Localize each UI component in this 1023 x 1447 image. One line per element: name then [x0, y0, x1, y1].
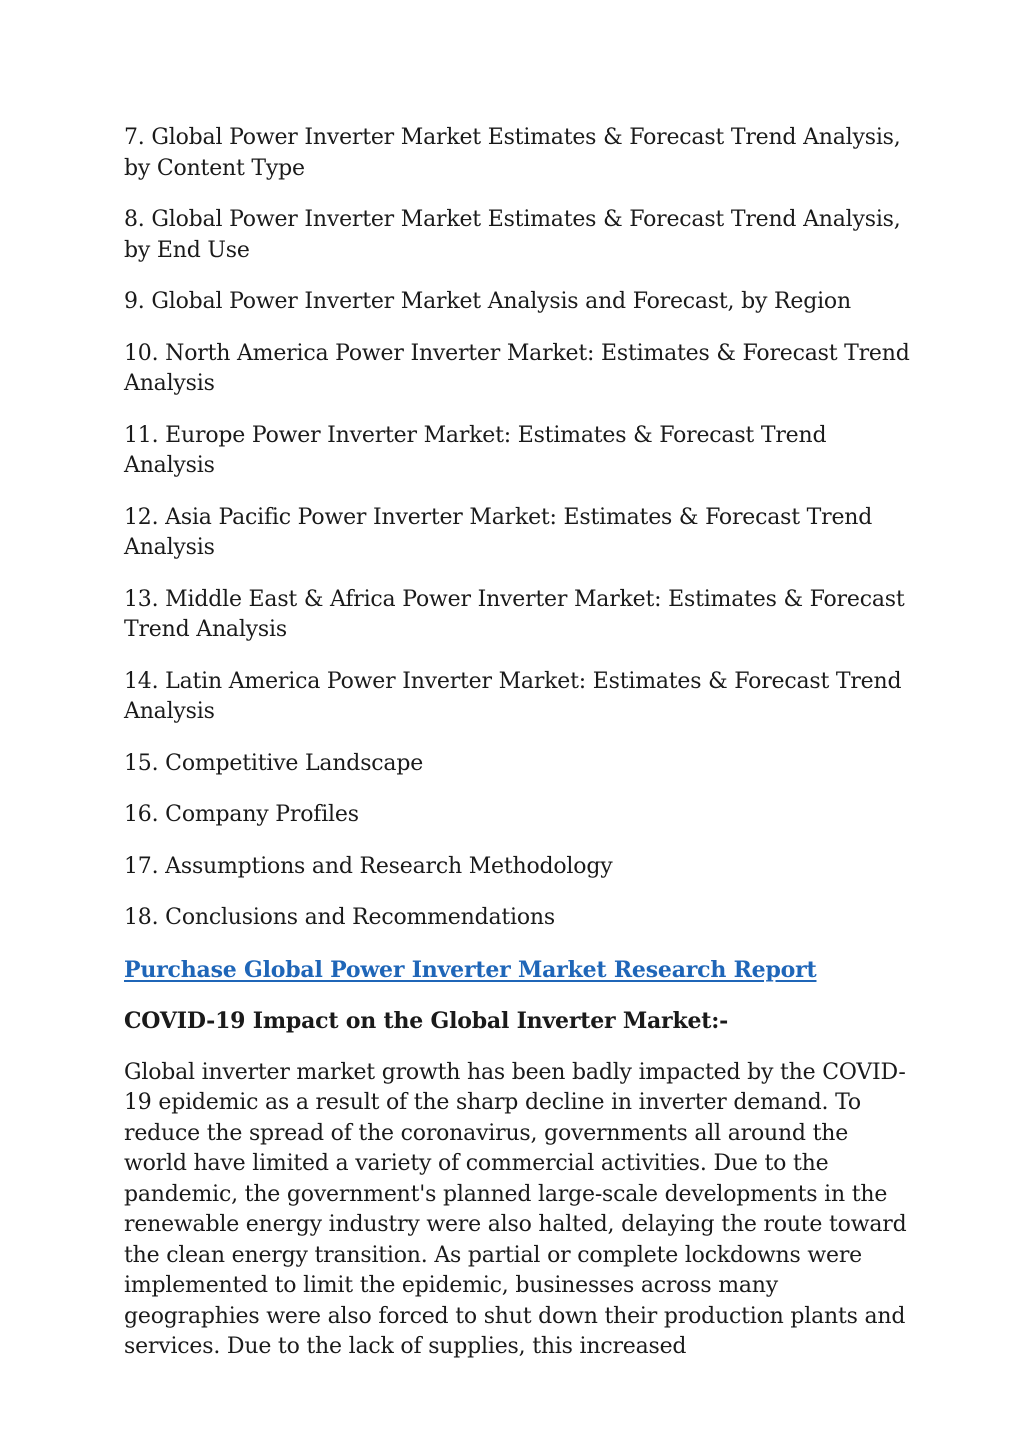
toc-item-15: 15. Competitive Landscape: [124, 750, 424, 776]
covid-section-paragraph: Global inverter market growth has been badly impacted by the COVID-19 epidemic as a result of the sharp decline in inverter demand. To reduce the spread of the coronavirus, governments all around the world have limited a variety of commercial activities. Due to the pandemic, the government's planned large-scale developments in the renewable energy industry were also halted, delaying the route toward the clean energy transition. As partial or complete lockdowns were implemented to limit the epidemic, businesses across many geographies were also forced to shut down their production plants and services. Due to the lack of supplies, this increased: [124, 1059, 907, 1359]
purchase-report-link[interactable]: Purchase Global Power Inverter Market Research Report: [124, 956, 817, 983]
table-of-contents: [124, 123, 914, 934]
toc-item-18: 18. Conclusions and Recommendations: [124, 905, 555, 930]
toc-item-12: 12. Asia Pacific Power Inverter Market: Estimates & Forecast Trend Analysis: [124, 504, 873, 560]
toc-item-17: 17. Assumptions and Research Methodology: [124, 853, 613, 879]
toc-item-14: 14. Latin America Power Inverter Market: Estimates & Forecast Trend Analysis: [124, 668, 902, 724]
toc-item-10: 10. North America Power Inverter Market: Estimates & Forecast Trend Analysis: [124, 340, 910, 396]
document-page: [124, 123, 914, 1363]
toc-item-9: 9. Global Power Inverter Market Analysis and Forecast, by Region: [124, 289, 851, 314]
toc-item-11: 11. Europe Power Inverter Market: Estimates & Forecast Trend Analysis: [124, 422, 827, 478]
toc-item-13: 13. Middle East & Africa Power Inverter Market: Estimates & Forecast Trend Analysis: [124, 586, 905, 642]
toc-item-7: 7. Global Power Inverter Market Estimates & Forecast Trend Analysis, by Content Type: [124, 125, 901, 181]
covid-section-heading: COVID-19 Impact on the Global Inverter Market:-: [124, 1008, 729, 1034]
toc-item-8: 8. Global Power Inverter Market Estimates & Forecast Trend Analysis, by End Use: [124, 207, 901, 263]
toc-item-16: 16. Company Profiles: [124, 802, 359, 827]
